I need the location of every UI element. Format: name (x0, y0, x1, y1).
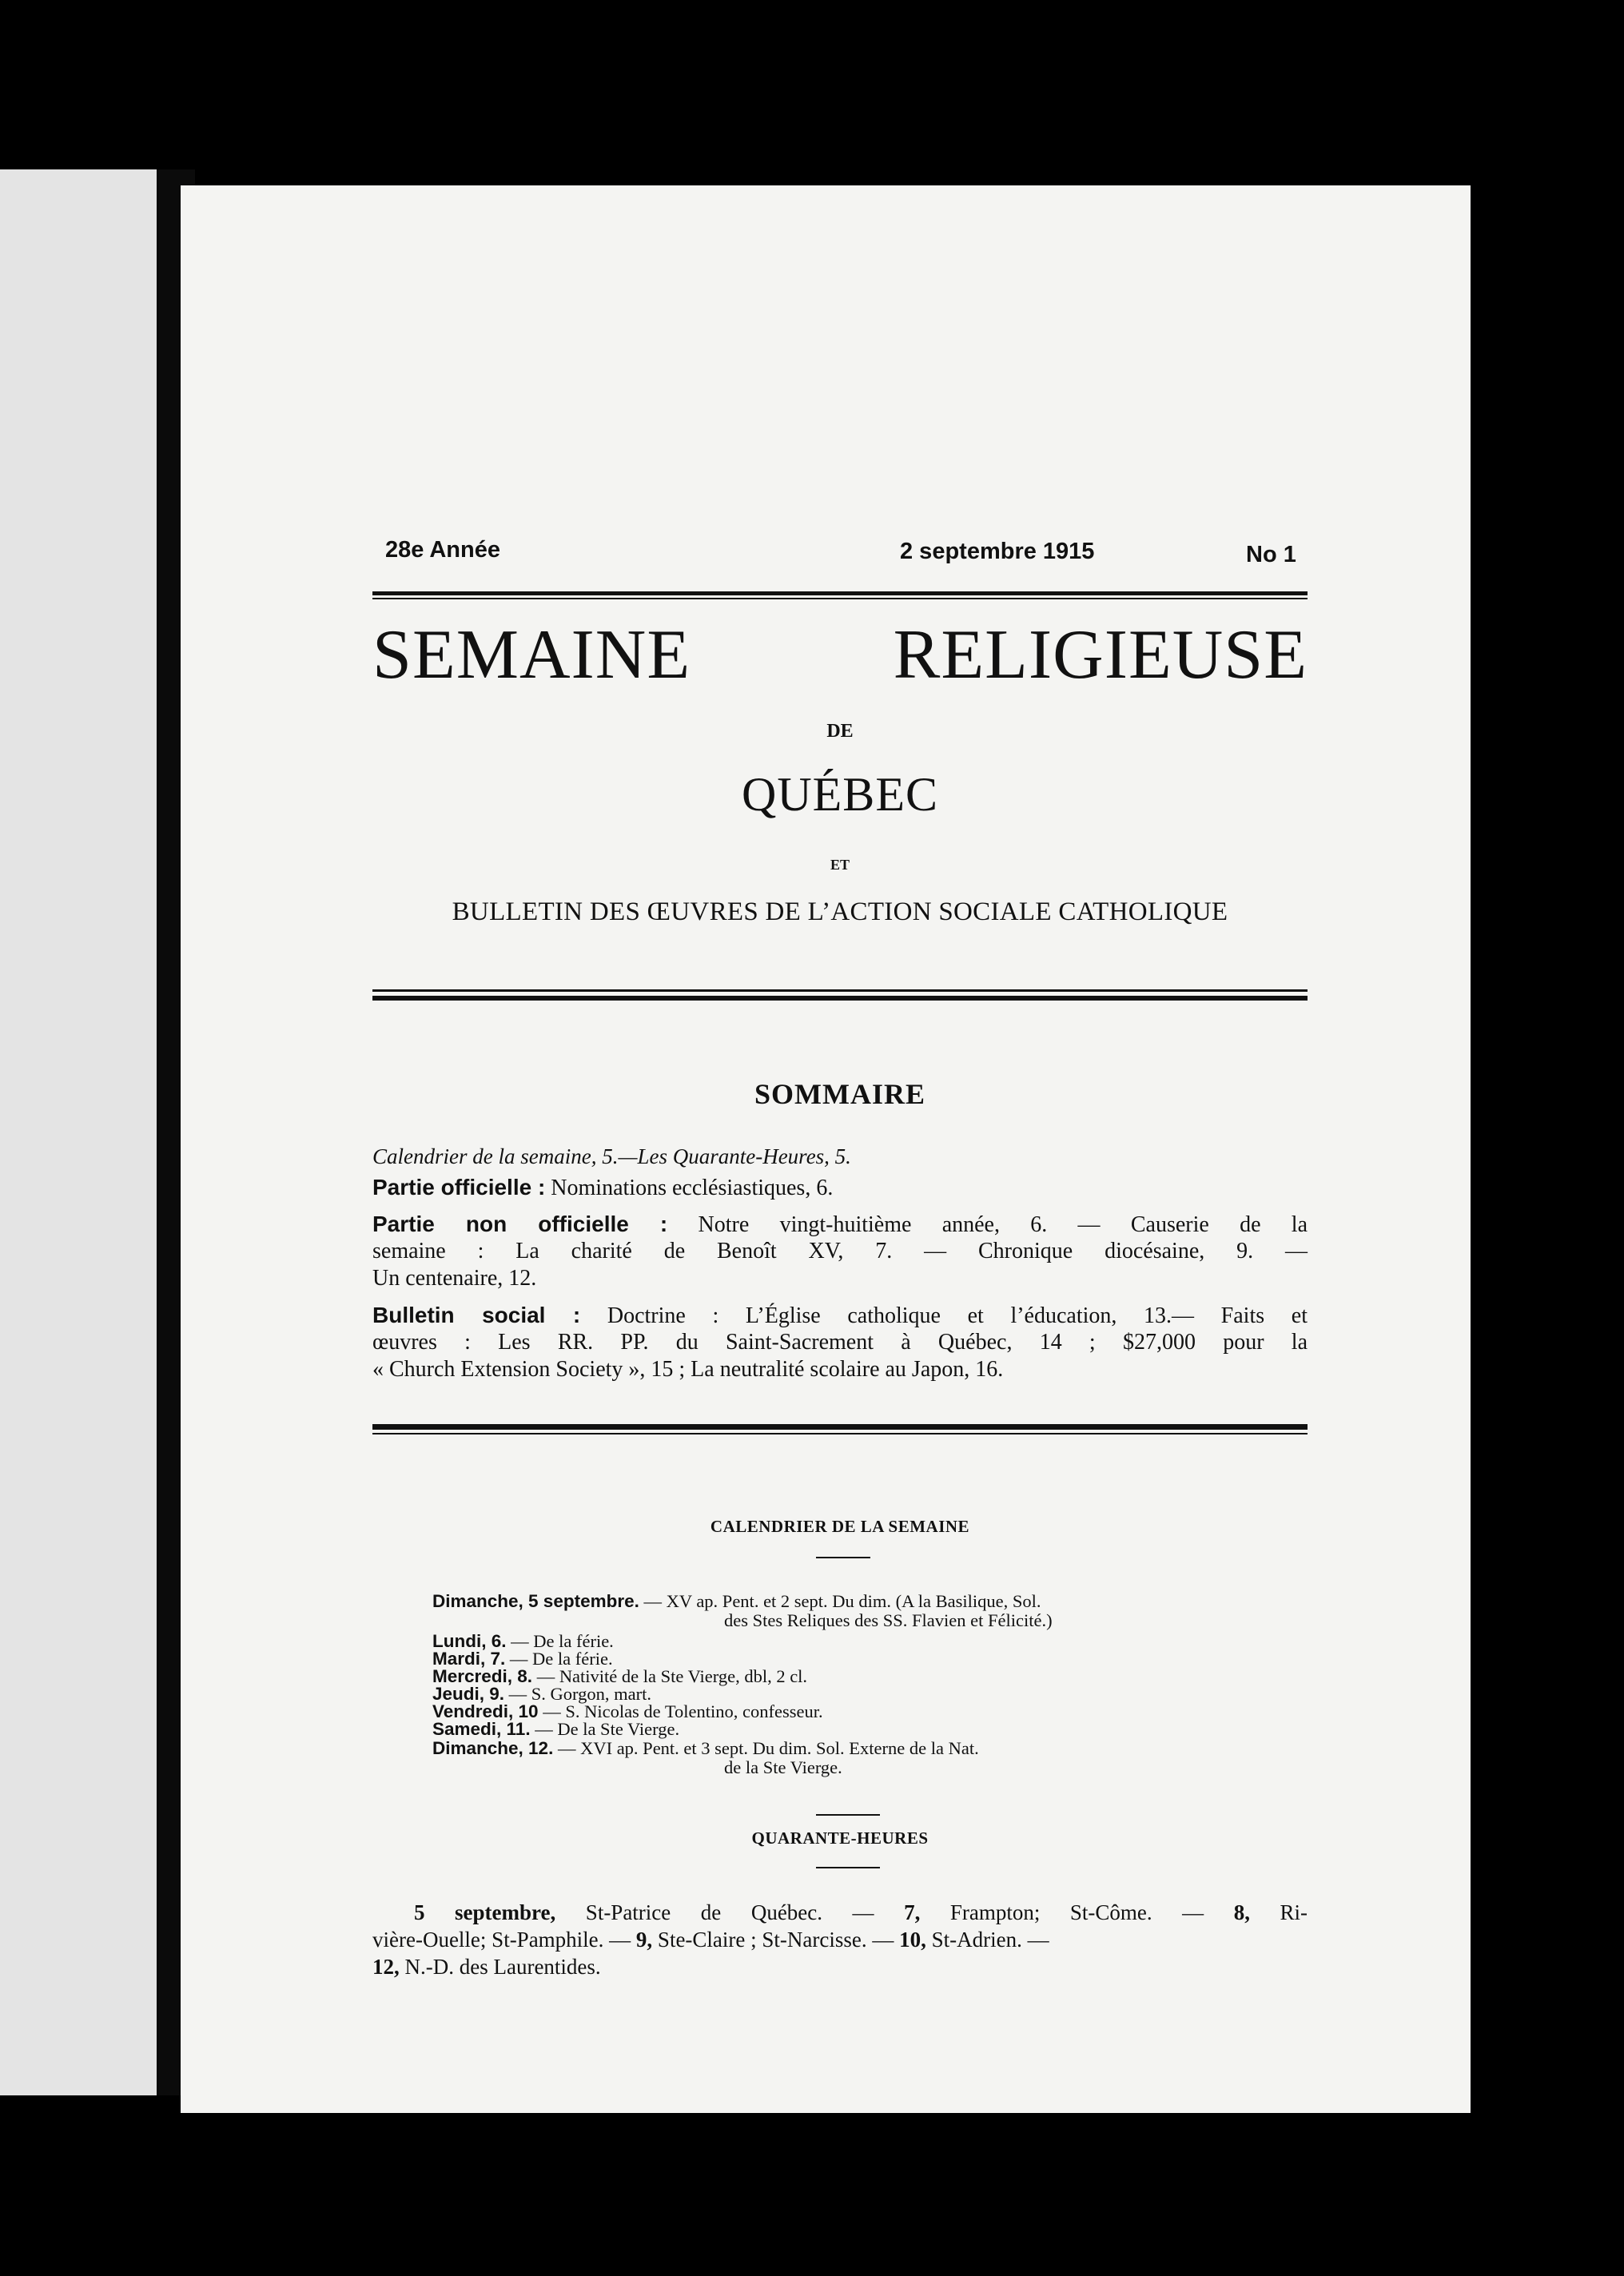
quarante-date-12: 12, (372, 1955, 400, 1979)
calendar-day: Vendredi, 10 (432, 1701, 539, 1721)
partie-non-officielle-text1: Notre vingt-huitième année, 6. — Causerie de la (698, 1212, 1308, 1237)
sommaire-social-line3: « Church Extension Society », 15 ; La neutralité scolaire au Japon, 16. (372, 1357, 1004, 1382)
sommaire-rule-thin (372, 1433, 1308, 1434)
sommaire-social-line1 (372, 1303, 1308, 1329)
sommaire-non-officielle-line2: semaine : La charité de Benoît XV, 7. — Chronique diocésaine, 9. — (372, 1239, 1308, 1263)
quarante-line1 (414, 1900, 1308, 1925)
masthead-rule-thick (372, 996, 1308, 1001)
calendar-day: Mardi, 7. (432, 1649, 506, 1669)
issue-number: No 1 (1246, 542, 1296, 567)
quarante-text-c: Ri- (1249, 1900, 1308, 1924)
quarante-date-9: 9, (635, 1928, 653, 1952)
quarante-text-g: N.-D. des Laurentides. (399, 1955, 601, 1979)
document-page (181, 185, 1471, 2113)
quarante-date-8: 8, (1233, 1900, 1250, 1924)
calendar-row (432, 1720, 1296, 1739)
quarante-heading: QUARANTE-HEURES (751, 1828, 929, 1848)
quarante-text-e: Ste-Claire ; St-Narcisse. — (652, 1928, 900, 1952)
masthead-de: DE (826, 721, 854, 742)
sommaire-officielle (372, 1175, 1308, 1201)
sommaire-calendrier-line: Calendrier de la semaine, 5.—Les Quarante-Heures, 5. (372, 1144, 851, 1168)
calendar-entry: — XVI ap. Pent. et 3 sept. Du dim. Sol. Externe de la Nat. (557, 1738, 979, 1758)
sommaire-social-line2: œuvres : Les RR. PP. du Saint-Sacrement à Québec, 14 ; $27,000 pour la (372, 1330, 1308, 1355)
issue-date: 2 septembre 1915 (900, 539, 1095, 564)
calendar-entry: — De la férie. (509, 1649, 613, 1669)
bulletin-social-label: Bulletin social : (372, 1303, 581, 1327)
journal-subtitle: BULLETIN DES ŒUVRES DE L’ACTION SOCIALE CATHOLIQUE (452, 897, 1228, 926)
calendar-row (724, 1758, 1296, 1777)
partie-officielle-label: Partie officielle : (372, 1175, 546, 1200)
header-rule-thick (372, 591, 1308, 595)
calendrier-heading: CALENDRIER DE LA SEMAINE (710, 1517, 970, 1536)
quarante-short-rule-top (816, 1814, 880, 1816)
calendar-row (724, 1611, 1296, 1630)
partie-non-officielle-label: Partie non officielle : (372, 1212, 668, 1236)
calendar-entry: — S. Nicolas de Tolentino, confesseur. (543, 1701, 823, 1721)
quarante-text-f: St-Adrien. — (925, 1928, 1049, 1952)
partie-officielle-text: Nominations ecclésiastiques, 6. (551, 1176, 834, 1200)
calendar-day: Lundi, 6. (432, 1631, 507, 1651)
quarante-line3 (372, 1955, 1308, 1980)
masthead-rule-thin (372, 989, 1308, 992)
calendar-row (432, 1592, 1296, 1611)
page-content (372, 345, 1308, 2023)
calendar-day: Mercredi, 8. (432, 1666, 533, 1686)
calendar-entry: — XV ap. Pent. et 2 sept. Du dim. (A la Basilique, Sol. (643, 1591, 1041, 1611)
adjacent-page-edge (0, 169, 157, 2095)
calendar-entry: — De la férie. (511, 1631, 614, 1651)
header-rule-thin (372, 598, 1308, 599)
quarante-short-rule-bottom (816, 1867, 880, 1868)
quarante-date-7: 7, (904, 1900, 921, 1924)
bulletin-social-text1: Doctrine : L’Église catholique et l’éducation, 13.— Faits et (607, 1303, 1308, 1328)
quarante-date-10: 10, (899, 1928, 926, 1952)
sommaire-rule-thick (372, 1424, 1308, 1430)
year-label: 28e Année (385, 537, 500, 563)
calendar-day: Jeudi, 9. (432, 1684, 505, 1704)
calendar-entry: de la Ste Vierge. (724, 1757, 842, 1777)
masthead-city: QUÉBEC (742, 768, 938, 821)
calendar-day: Dimanche, 12. (432, 1738, 554, 1758)
quarante-date-5: 5 septembre, (414, 1900, 556, 1924)
quarante-text-a: St-Patrice de Québec. — (555, 1900, 905, 1924)
quarante-text-b: Frampton; St-Côme. — (920, 1900, 1234, 1924)
journal-title: SEMAINE RELIGIEUSE (372, 616, 1308, 694)
calendar-entry: — Nativité de la Ste Vierge, dbl, 2 cl. (536, 1666, 808, 1686)
calendar-entry: des Stes Reliques des SS. Flavien et Félicité.) (724, 1610, 1053, 1630)
sommaire-non-officielle-line1 (372, 1212, 1308, 1238)
masthead-et: ET (830, 857, 850, 873)
calendar-day: Samedi, 11. (432, 1719, 531, 1739)
calendar-day: Dimanche, 5 septembre. (432, 1591, 639, 1611)
quarante-text-d: vière-Ouelle; St-Pamphile. — (372, 1928, 636, 1952)
calendrier-short-rule (816, 1557, 870, 1558)
sommaire-non-officielle-line3: Un centenaire, 12. (372, 1266, 537, 1291)
calendar-row (432, 1739, 1296, 1758)
calendar-entry: — S. Gorgon, mart. (508, 1684, 652, 1704)
quarante-line2 (372, 1928, 1308, 1952)
calendar-entry: — De la Ste Vierge. (535, 1719, 680, 1739)
sommaire-heading: SOMMAIRE (754, 1078, 925, 1110)
